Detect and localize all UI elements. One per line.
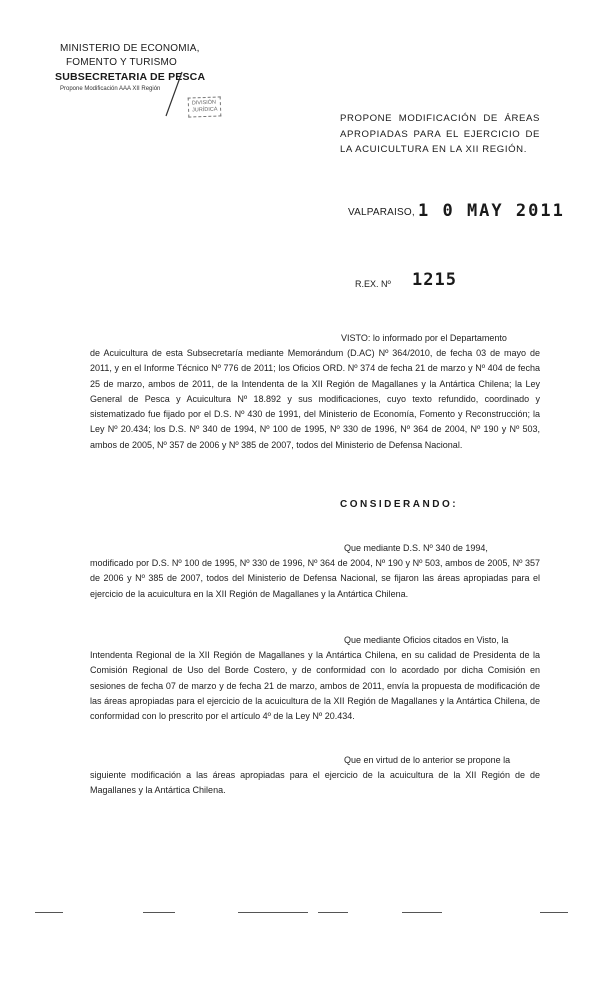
reference-note: Propone Modificación AAA XII Región — [60, 86, 161, 92]
date-place: VALPARAISO, — [348, 207, 415, 218]
visto-body: de Acuicultura de esta Subsecretaría mediante Memorándum (D.AC) Nº 364/2010, de fecha 03 de mayo de 2011, y en el Informe Técnico Nº 776 de 2011; los Oficios ORD. Nº 374 de fecha 21 de marzo y Nº 404 de fecha 25 de marzo, ambos de 2011, de la Intendenta de la XII Región de Magallanes y la Antártica Chilena; la Ley General de Pesca y Acuicultura Nº 18.892 y sus modificaciones, cuyo texto refundido, coordinado y sistematizado fue fijado por el D.S. Nº 430 de 1991, del Ministerio de Economía, Fomento y Reconstrucción; la Ley Nº 20.434; los D.S. Nº 340 de 1994, Nº 100 de 1995, Nº 330 de 1996, Nº 364 de 2004, Nº 190 y Nº 503, ambos de 2005, Nº 357 de 2006 y Nº 385 de 2007, todos del Ministerio de Defensa Nacional. — [90, 348, 540, 450]
bottom-rule-segment — [35, 912, 63, 913]
subsecretaria-title: SUBSECRETARIA DE PESCA — [55, 71, 206, 83]
stamp-line-1: DIVISIÓN — [191, 99, 217, 107]
pen-mark-icon — [160, 70, 188, 120]
considerando-3-first-line: Que en virtud de lo anterior se propone la — [344, 755, 511, 765]
bottom-rule-segment — [238, 912, 308, 913]
resolution-number: 1215 — [412, 270, 457, 290]
bottom-rule-segment — [402, 912, 442, 913]
visto-first-line: VISTO: lo informado por el Departamento — [341, 333, 507, 343]
document-subject: PROPONE MODIFICACIÓN DE ÁREAS APROPIADAS PARA EL EJERCICIO DE LA ACUICULTURA EN LA XII REGIÓN. — [340, 113, 540, 155]
bottom-rule-segment — [540, 912, 568, 913]
resolution-label: R.EX. Nº — [355, 279, 391, 289]
date-stamp: 1 0 MAY 2011 — [418, 201, 565, 221]
considerando-heading: CONSIDERANDO: — [340, 499, 459, 510]
ministry-line-1: MINISTERIO DE ECONOMIA, — [60, 43, 200, 54]
considerando-2-first-line: Que mediante Oficios citados en Visto, la — [344, 635, 509, 645]
stamp-line-2: JURÍDICA — [192, 106, 218, 114]
considerando-1-first-line: Que mediante D.S. Nº 340 de 1994, — [344, 543, 488, 553]
division-stamp — [188, 96, 222, 117]
bottom-rule-segment — [143, 912, 175, 913]
considerando-2-body: Intendenta Regional de la XII Región de Magallanes y la Antártica Chilena, en su calidad de Presidenta de la Comisión Regional de Uso del Borde Costero, y de conformidad con lo acordado por dicha Comisión en sesiones de fecha 07 de marzo y de fecha 21 de marzo, ambos de 2011, envía la propuesta de modificación de las áreas apropiadas para el ejercicio de la acuicultura de la XII Región de Magallanes y la Antártica Chilena, de conformidad con lo prescrito por el artículo 4º de la Ley Nº 20.434. — [90, 650, 540, 722]
bottom-rule-segment — [318, 912, 348, 913]
considerando-1-body: modificado por D.S. Nº 100 de 1995, Nº 330 de 1996, Nº 364 de 2004, Nº 190 y Nº 503, ambos de 2005, Nº 357 de 2006 y Nº 385 de 2007, todos del Ministerio de Defensa Nacional, se fijaron las áreas apropiadas para el ejercicio de la acuicultura en la XII Región de Magallanes y la Antártica Chilena. — [90, 558, 540, 599]
considerando-3-body: siguiente modificación a las áreas apropiadas para el ejercicio de la acuicultura de la XII Región de de Magallanes y la Antártica Chilena. — [90, 770, 540, 796]
ministry-line-2: FOMENTO Y TURISMO — [66, 57, 178, 68]
